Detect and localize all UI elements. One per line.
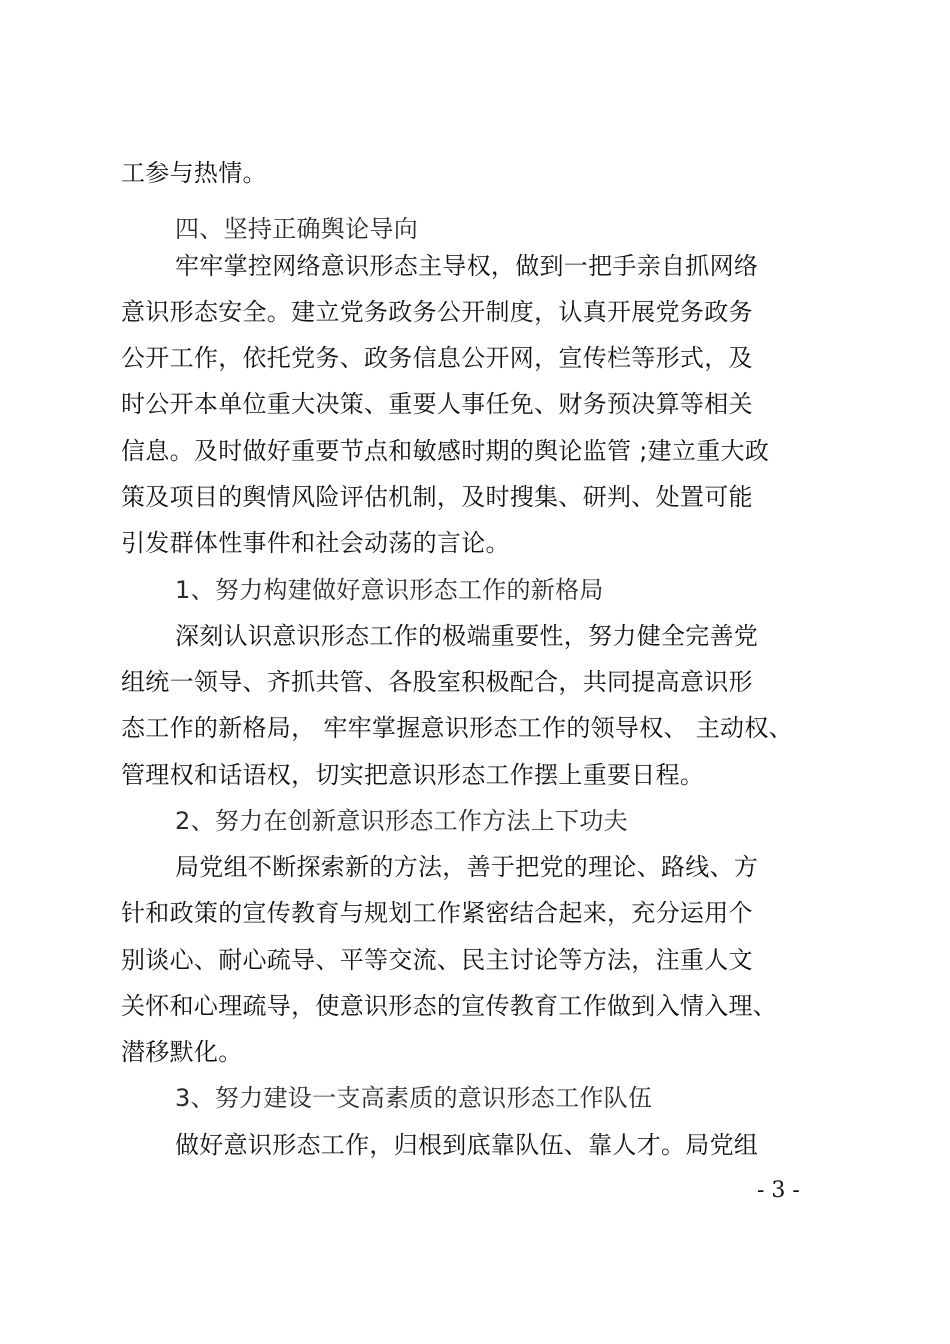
text-line: 管理权和话语权，切实把意识形态工作摆上重要日程。 — [121, 761, 705, 789]
text-line: 信息。及时做好重要节点和敏感时期的舆论监管 ;建立重大政 — [121, 437, 770, 465]
text-line: 关怀和心理疏导，使意识形态的宣传教育工作做到入情入理、 — [121, 992, 778, 1020]
text-line: 做好意识形态工作，归根到底靠队伍、靠人才。局党组 — [175, 1131, 759, 1159]
text-line: 引发群体性事件和社会动荡的言论。 — [121, 529, 510, 557]
text-line: 意识形态安全。建立党务政务公开制度，认真开展党务政务 — [121, 298, 753, 326]
text-line: 针和政策的宣传教育与规划工作紧密结合起来，充分运用个 — [121, 899, 753, 927]
text-line: 牢牢掌控网络意识形态主导权，做到一把手亲自抓网络 — [175, 252, 759, 280]
subsection-heading: 1、努力构建做好意识形态工作的新格局 — [175, 576, 604, 604]
page-number: - 3 - — [757, 1178, 800, 1203]
text-line: 深刻认识意识形态工作的极端重要性，努力健全完善党 — [175, 622, 759, 650]
text-line: 潜移默化。 — [121, 1038, 243, 1066]
text-line: 策及项目的舆情风险评估机制，及时搜集、研判、处置可能 — [121, 483, 753, 511]
subsection-heading: 2、努力在创新意识形态工作方法上下功夫 — [175, 807, 628, 835]
text-line: 态工作的新格局， 牢牢掌握意识形态工作的领导权、 主动权、 — [121, 714, 793, 742]
section-heading: 四、坚持正确舆论导向 — [175, 215, 418, 243]
text-line: 工参与热情。 — [121, 159, 267, 187]
subsection-heading: 3、努力建设一支高素质的意识形态工作队伍 — [175, 1084, 653, 1112]
text-line: 时公开本单位重大决策、重要人事任免、财务预决算等相关 — [121, 390, 753, 418]
text-line: 局党组不断探索新的方法，善于把党的理论、路线、方 — [175, 853, 759, 881]
text-line: 公开工作，依托党务、政务信息公开网，宣传栏等形式，及 — [121, 344, 753, 372]
text-line: 组统一领导、齐抓共管、各股室积极配合，共同提高意识形 — [121, 668, 753, 696]
text-line: 别谈心、耐心疏导、平等交流、民主讨论等方法，注重人文 — [121, 946, 753, 974]
